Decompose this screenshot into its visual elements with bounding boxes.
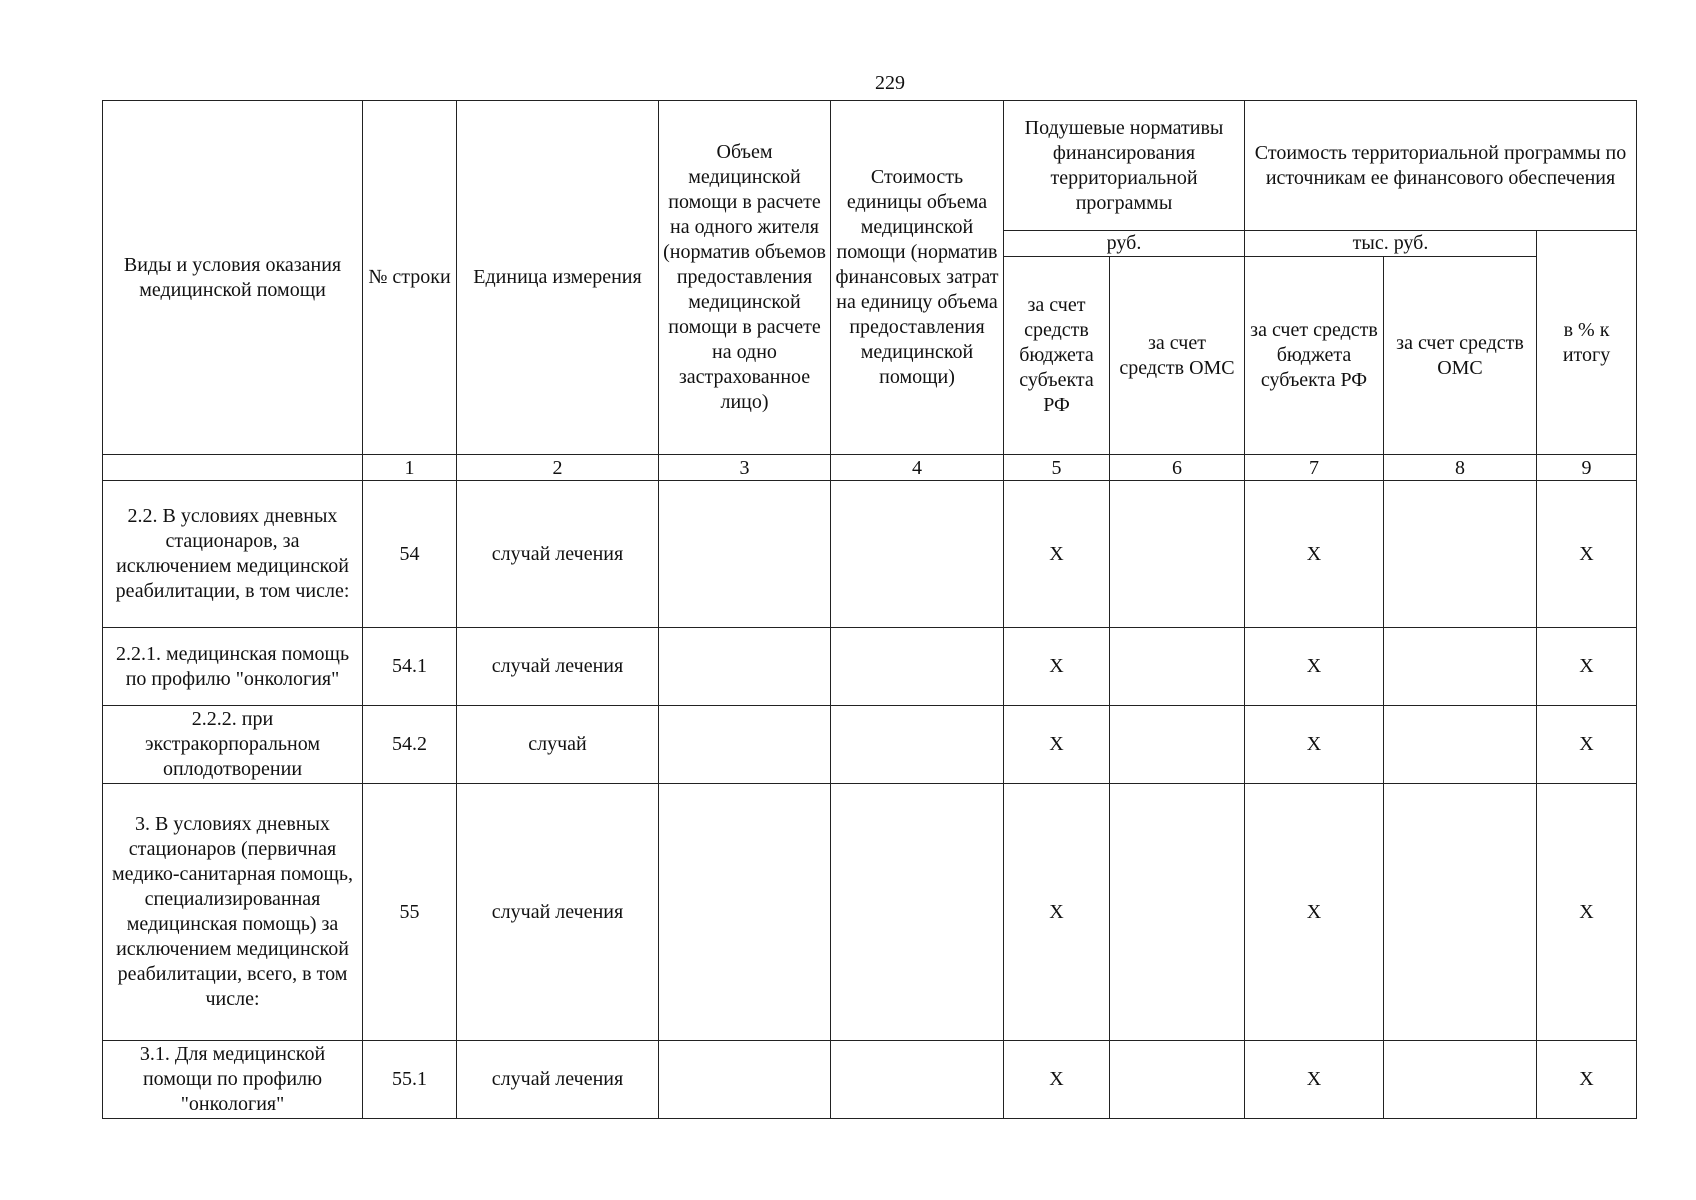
row-col6 — [1110, 1041, 1245, 1119]
header-per-capita-norms: Подушевые нормативы финансирования территориальной программы — [1004, 101, 1245, 231]
row-line-number: 54 — [363, 481, 457, 628]
row-col5: Х — [1004, 784, 1110, 1041]
table-row — [103, 481, 1637, 628]
row-col5: Х — [1004, 481, 1110, 628]
row-line-number: 54.1 — [363, 628, 457, 706]
column-number — [103, 455, 363, 481]
row-col7: Х — [1245, 481, 1384, 628]
header-kinds-of-care: Виды и условия оказания медицинской помощи — [103, 101, 363, 455]
row-col6 — [1110, 628, 1245, 706]
row-col5: Х — [1004, 628, 1110, 706]
row-unit: случай лечения — [457, 1041, 659, 1119]
row-unit: случай — [457, 706, 659, 784]
header-unit-thousand-rub: тыс. руб. — [1245, 231, 1537, 257]
row-unit-cost — [831, 784, 1004, 1041]
header-volume-per-resident: Объем медицинской помощи в расчете на одного жителя (норматив объемов предоставления медицинской помощи в расчете на одно застрахованное лицо) — [659, 101, 831, 455]
header-unit-cost: Стоимость единицы объема медицинской помощи (норматив финансовых затрат на единицу объема предоставления медицинской помощи) — [831, 101, 1004, 455]
column-number: 8 — [1384, 455, 1537, 481]
column-number: 7 — [1245, 455, 1384, 481]
row-volume — [659, 481, 831, 628]
header-program-cost: Стоимость территориальной программы по источникам ее финансового обеспечения — [1245, 101, 1637, 231]
header-col7-budget: за счет средств бюджета субъекта РФ — [1245, 257, 1384, 455]
row-name: 2.2. В условиях дневных стационаров, за исключением медицинской реабилитации, в том числе: — [103, 481, 363, 628]
row-volume — [659, 706, 831, 784]
row-unit: случай лечения — [457, 481, 659, 628]
row-col9: Х — [1537, 1041, 1637, 1119]
row-unit: случай лечения — [457, 784, 659, 1041]
row-name: 3.1. Для медицинской помощи по профилю "онкология" — [103, 1041, 363, 1119]
row-col8 — [1384, 481, 1537, 628]
row-col6 — [1110, 784, 1245, 1041]
header-row-1 — [103, 101, 1637, 231]
table-row — [103, 784, 1637, 1041]
row-col6 — [1110, 706, 1245, 784]
row-unit-cost — [831, 481, 1004, 628]
header-col5-budget: за счет средств бюджета субъекта РФ — [1004, 257, 1110, 455]
row-col8 — [1384, 784, 1537, 1041]
header-line-number: № строки — [363, 101, 457, 455]
column-number: 6 — [1110, 455, 1245, 481]
row-name: 2.2.2. при экстракорпоральном оплодотворении — [103, 706, 363, 784]
header-unit: Единица измерения — [457, 101, 659, 455]
row-col8 — [1384, 706, 1537, 784]
row-col9: Х — [1537, 481, 1637, 628]
row-col7: Х — [1245, 706, 1384, 784]
row-name: 2.2.1. медицинская помощь по профилю "онкология" — [103, 628, 363, 706]
row-col9: Х — [1537, 628, 1637, 706]
row-line-number: 54.2 — [363, 706, 457, 784]
header-unit-rub: руб. — [1004, 231, 1245, 257]
column-number: 3 — [659, 455, 831, 481]
row-volume — [659, 784, 831, 1041]
row-col5: Х — [1004, 1041, 1110, 1119]
row-line-number: 55 — [363, 784, 457, 1041]
row-volume — [659, 1041, 831, 1119]
row-col7: Х — [1245, 1041, 1384, 1119]
financing-table — [102, 100, 1637, 1119]
column-number-row — [103, 455, 1637, 481]
header-col6-oms: за счет средств ОМС — [1110, 257, 1245, 455]
page-number: 229 — [875, 72, 905, 94]
row-col7: Х — [1245, 784, 1384, 1041]
row-unit-cost — [831, 706, 1004, 784]
row-col9: Х — [1537, 784, 1637, 1041]
column-number: 1 — [363, 455, 457, 481]
row-col8 — [1384, 628, 1537, 706]
column-number: 4 — [831, 455, 1004, 481]
row-unit-cost — [831, 628, 1004, 706]
row-col7: Х — [1245, 628, 1384, 706]
column-number: 5 — [1004, 455, 1110, 481]
row-col5: Х — [1004, 706, 1110, 784]
header-percent-of-total: в % к итогу — [1537, 231, 1637, 455]
row-col9: Х — [1537, 706, 1637, 784]
table-row — [103, 706, 1637, 784]
row-col6 — [1110, 481, 1245, 628]
column-number: 9 — [1537, 455, 1637, 481]
row-unit-cost — [831, 1041, 1004, 1119]
row-line-number: 55.1 — [363, 1041, 457, 1119]
row-col8 — [1384, 1041, 1537, 1119]
header-col8-oms: за счет средств ОМС — [1384, 257, 1537, 455]
row-unit: случай лечения — [457, 628, 659, 706]
table-row — [103, 628, 1637, 706]
row-name: 3. В условиях дневных стационаров (первичная медико-санитарная помощь, специализированная медицинская помощь) за исключением медицинской реабилитации, всего, в том числе: — [103, 784, 363, 1041]
column-number: 2 — [457, 455, 659, 481]
row-volume — [659, 628, 831, 706]
table-row — [103, 1041, 1637, 1119]
